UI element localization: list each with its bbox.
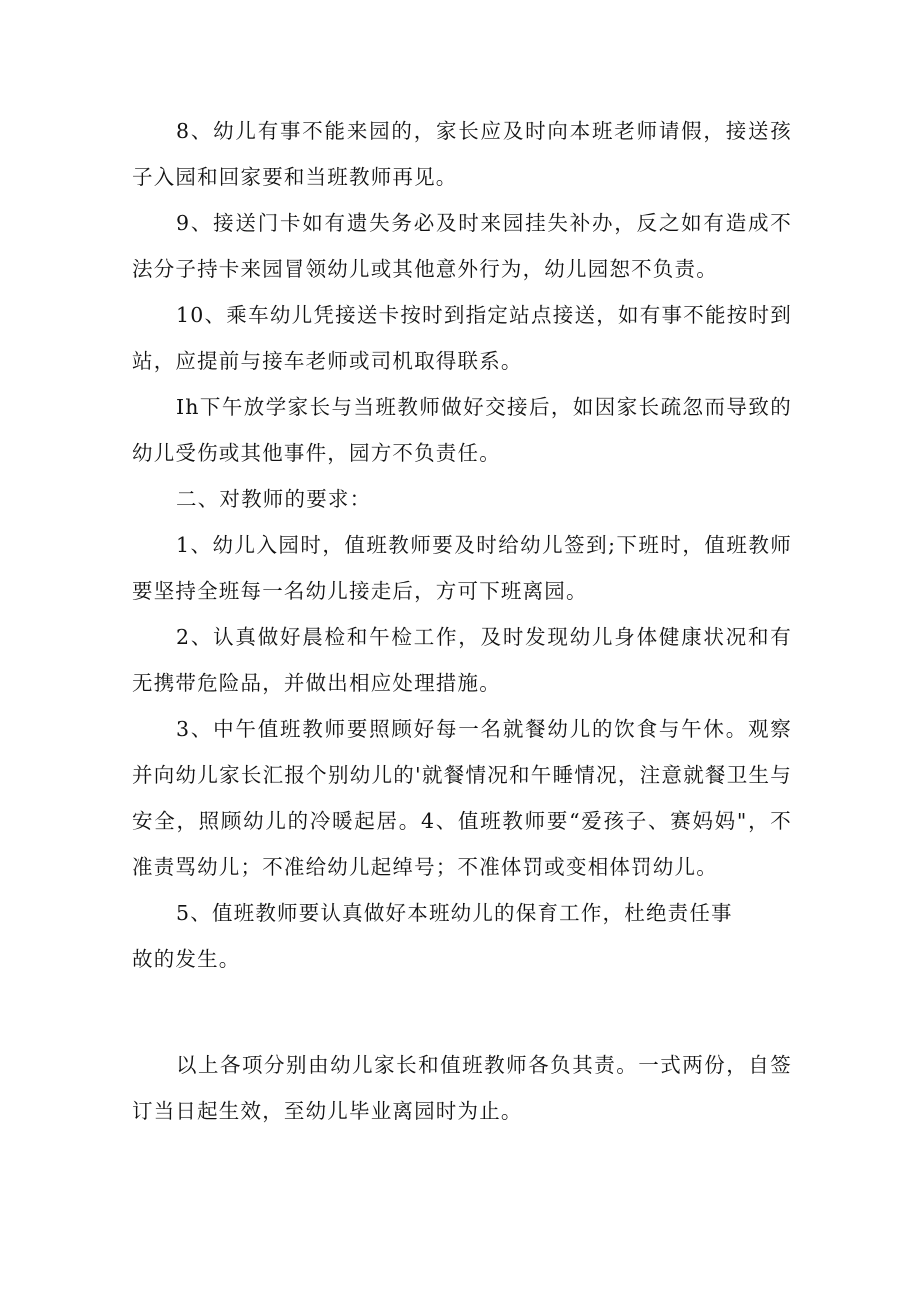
paragraph-item-11: Ih下午放学家长与当班教师做好交接后，如因家长疏忽而导致的幼儿受伤或其他事件，园方不负责任。 <box>132 395 792 465</box>
paragraph-teacher-2: 2、认真做好晨检和午检工作，及时发现幼儿身体健康状况和有无携带危险品，并做出相应处理措施。 <box>132 625 792 695</box>
paragraph-teacher-5-continuation: 故的发生。 <box>132 947 241 971</box>
paragraph-item-9: 9、接送门卡如有遗失务必及时来园挂失补办，反之如有造成不法分子持卡来园冒领幼儿或其他意外行为，幼儿园恕不负责。 <box>132 211 792 281</box>
paragraph-item-8: 8、幼儿有事不能来园的，家长应及时向本班老师请假，接送孩子入园和回家要和当班教师再见。 <box>132 119 792 189</box>
paragraph-teacher-5: 5、值班教师要认真做好本班幼儿的保育工作，杜绝责任事 <box>176 901 733 925</box>
paragraph-closing-statement: 以上各项分别由幼儿家长和值班教师各负其责。一式两份，自签订当日起生效，至幼儿毕业离园时为止。 <box>132 1053 792 1123</box>
section-heading-teacher-requirements: 二、对教师的要求： <box>176 487 372 511</box>
paragraph-item-10: 10、乘车幼儿凭接送卡按时到指定站点接送，如有事不能按时到站，应提前与接车老师或司机取得联系。 <box>132 303 792 373</box>
paragraph-teacher-3-4: 3、中午值班教师要照顾好每一名就餐幼儿的饮食与午休。观察并向幼儿家长汇报个别幼儿的'就餐情况和午睡情况，注意就餐卫生与安全，照顾幼儿的冷暖起居。4、值班教师要“爱孩子、赛妈妈"，不准责骂幼儿；不准给幼儿起绰号；不准体罚或变相体罚幼儿。 <box>132 717 792 879</box>
paragraph-teacher-1: 1、幼儿入园时，值班教师要及时给幼儿签到;下班时，值班教师要坚持全班每一名幼儿接走后，方可下班离园。 <box>132 533 792 603</box>
